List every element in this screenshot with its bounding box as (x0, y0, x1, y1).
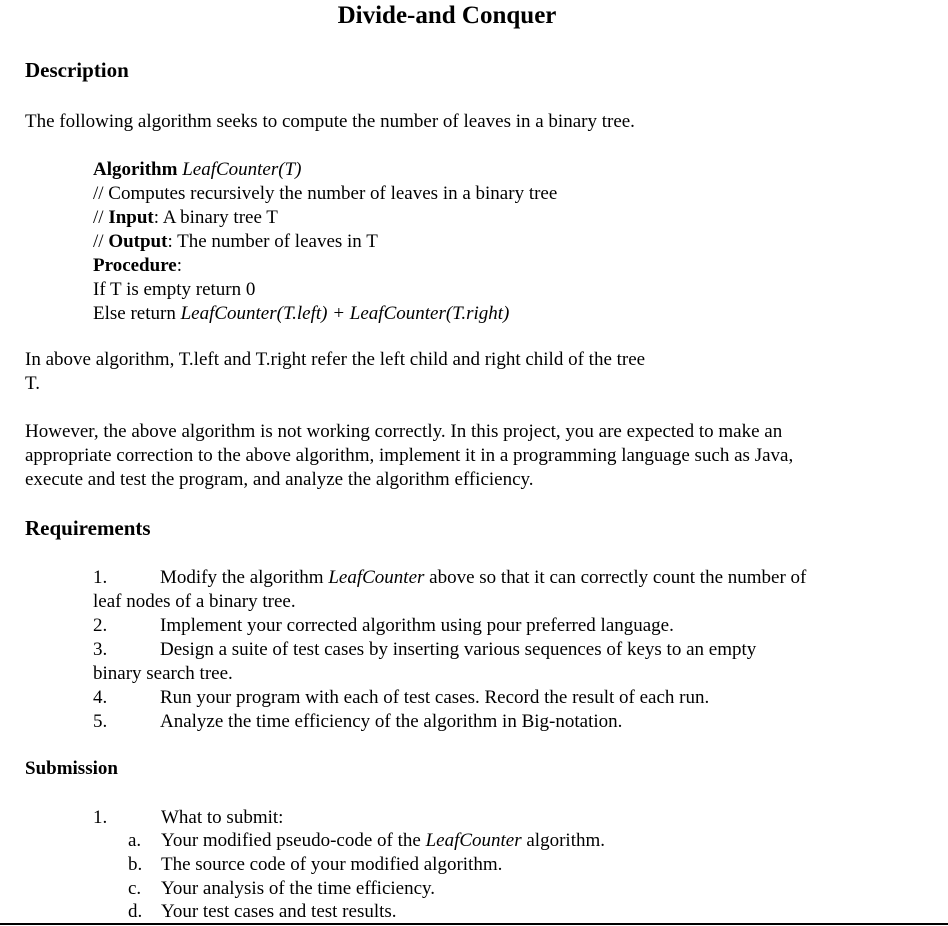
submission-d: Your test cases and test results. (161, 901, 397, 922)
output-prefix: // (93, 231, 109, 252)
submission-1: What to submit: (161, 807, 284, 828)
bottom-divider (0, 923, 948, 925)
procedure-label: Procedure (93, 255, 177, 276)
requirement-5: Analyze the time efficiency of the algorithm in Big-notation. (160, 711, 623, 732)
req1-text-a: Modify the algorithm (160, 567, 329, 588)
input-prefix: // (93, 207, 109, 228)
input-label: Input (108, 207, 154, 228)
else-expression: LeafCounter(T.left) + LeafCounter(T.right) (180, 303, 510, 324)
procedure-colon: : (176, 255, 182, 276)
requirement-3: Design a suite of test cases by inserting various sequences of keys to an empty (160, 639, 757, 660)
description-intro: The following algorithm seeks to compute the number of leaves in a binary tree. (25, 111, 635, 132)
algorithm-keyword: Algorithm (93, 159, 178, 180)
however-line-3: execute and test the program, and analyze the algorithm efficiency. (25, 469, 534, 490)
submission-1-num: 1. (93, 807, 108, 828)
output-label: Output (108, 231, 168, 252)
sub-a-post: algorithm. (521, 830, 606, 851)
submission-b-letter: b. (128, 854, 143, 875)
note-line-1: In above algorithm, T.left and T.right refer the left child and right child of the tree (25, 349, 646, 370)
requirement-2-num: 2. (93, 615, 108, 636)
requirements-heading: Requirements (25, 516, 151, 540)
requirement-4: Run your program with each of test cases. Record the result of each run. (160, 687, 710, 708)
algorithm-if-line: If T is empty return 0 (93, 279, 256, 300)
however-line-1: However, the above algorithm is not working correctly. In this project, you are expected to make an (25, 421, 783, 442)
submission-c-letter: c. (128, 878, 142, 899)
algorithm-input (93, 206, 278, 230)
submission-c: Your analysis of the time efficiency. (161, 878, 436, 899)
else-prefix: Else return (93, 303, 181, 324)
submission-b: The source code of your modified algorithm. (161, 854, 503, 875)
output-value: : The number of leaves in T (167, 231, 378, 252)
submission-a-letter: a. (128, 830, 142, 851)
requirement-3-num: 3. (93, 639, 108, 660)
requirement-2: Implement your corrected algorithm using pour preferred language. (160, 615, 674, 636)
algorithm-else-line (93, 302, 509, 326)
sub-a-pre: Your modified pseudo-code of the (161, 830, 426, 851)
description-heading: Description (25, 58, 129, 82)
req1-text-italic: LeafCounter (328, 567, 425, 588)
however-line-2: appropriate correction to the above algorithm, implement it in a programming language such as Java, (25, 445, 794, 466)
requirement-1-num: 1. (93, 567, 108, 588)
requirement-3-continued: binary search tree. (93, 663, 233, 684)
submission-a (161, 829, 605, 853)
submission-d-letter: d. (128, 901, 143, 922)
algorithm-procedure (93, 254, 182, 278)
algorithm-output (93, 230, 378, 254)
algorithm-name: LeafCounter(T) (182, 159, 302, 180)
submission-heading: Submission (25, 758, 118, 779)
requirement-4-num: 4. (93, 687, 108, 708)
page-title: Divide-and Conquer (337, 2, 557, 29)
requirement-1 (160, 566, 806, 590)
requirement-5-num: 5. (93, 711, 108, 732)
algorithm-comment: // Computes recursively the number of leaves in a binary tree (93, 183, 558, 204)
sub-a-italic: LeafCounter (425, 830, 522, 851)
req1-text-b: above so that it can correctly count the number of (424, 567, 807, 588)
note-line-2: T. (25, 373, 40, 394)
requirement-1-continued: leaf nodes of a binary tree. (93, 591, 296, 612)
input-value: : A binary tree T (153, 207, 278, 228)
algorithm-title (93, 158, 301, 182)
